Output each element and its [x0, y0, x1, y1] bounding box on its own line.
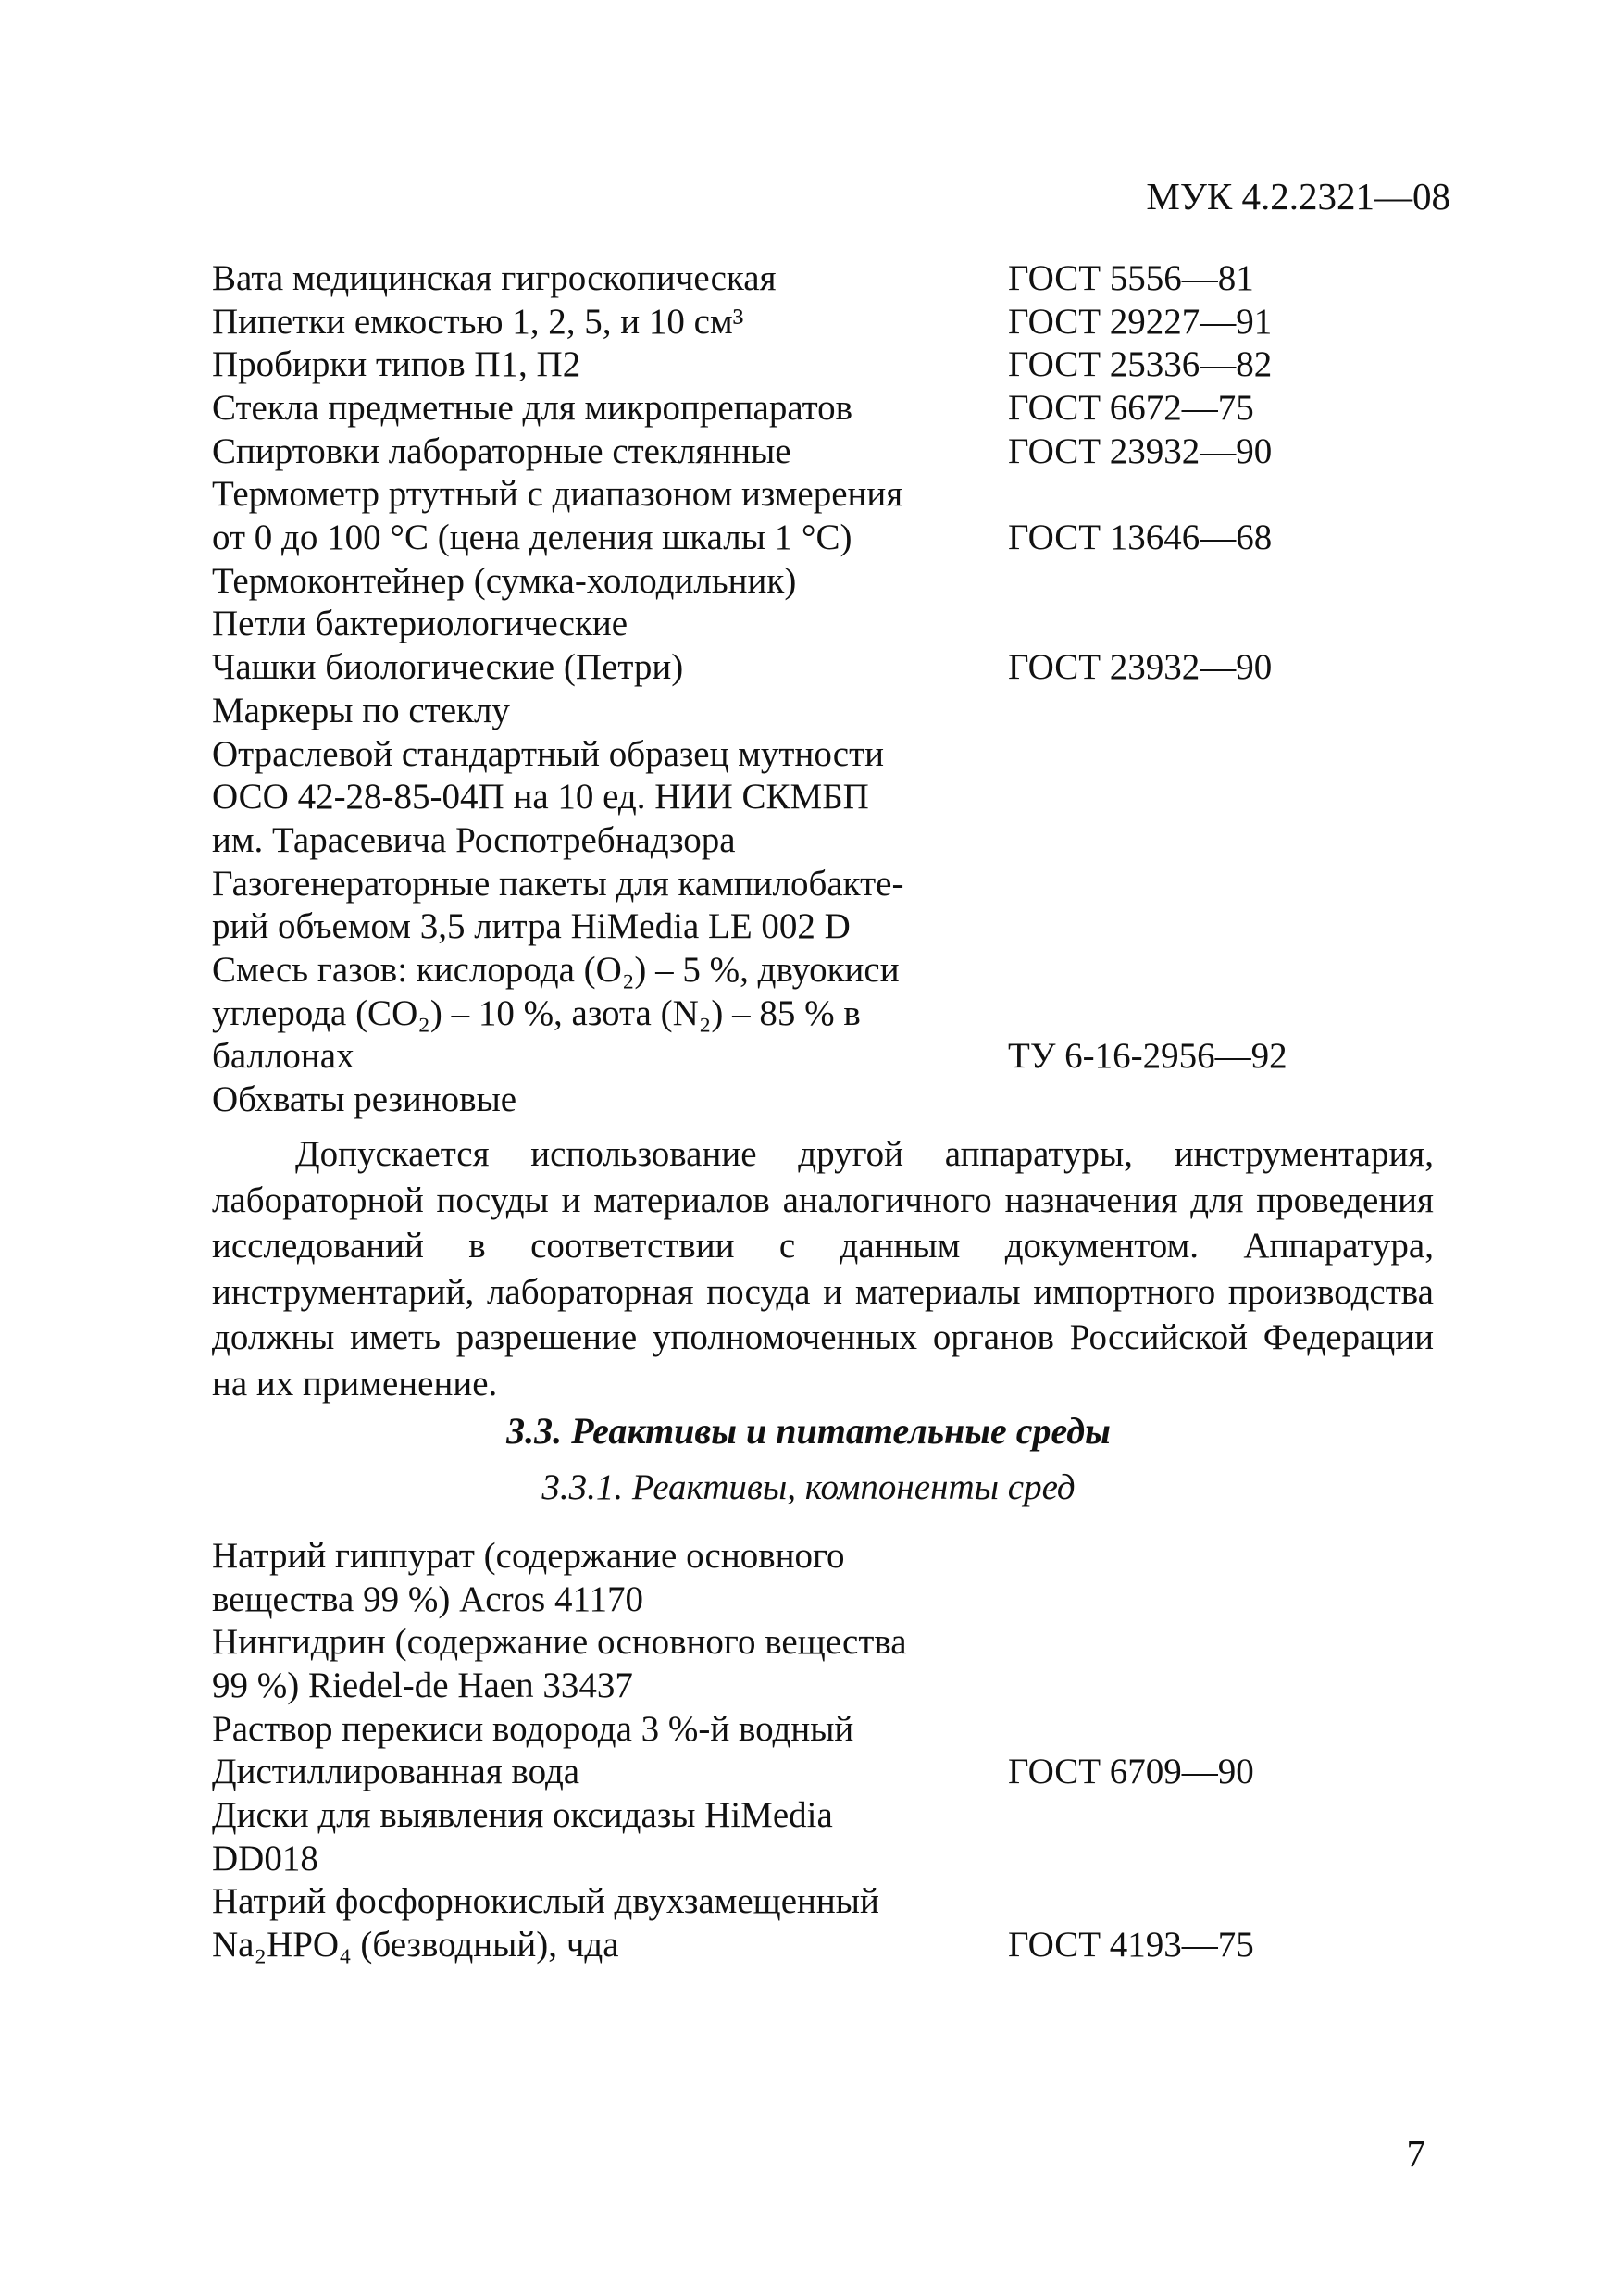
- list-item: [212, 992, 1462, 1036]
- list-item: [212, 387, 1462, 430]
- item-name: им. Тарасевича Роспотребнадзора: [212, 819, 736, 860]
- item-name: Спиртовки лабораторные стеклянные: [212, 430, 791, 471]
- item-name: Натрий гиппурат (содержание основного: [212, 1535, 845, 1576]
- item-standard: ГОСТ 13646—68: [1008, 518, 1273, 558]
- reagents-list: [212, 1535, 1462, 1967]
- list-item: [212, 473, 1462, 517]
- item-standard: ГОСТ 6672—75: [1008, 388, 1254, 429]
- section-heading: 3.3. Реактивы и питательные среды: [506, 1410, 1111, 1452]
- list-item: [212, 1881, 1462, 1925]
- item-name: рий объемом 3,5 литра HiMedia LE 002 D: [212, 906, 851, 947]
- item-name: вещества 99 %) Acros 41170: [212, 1578, 644, 1619]
- list-item: [212, 949, 1462, 992]
- list-item: [212, 646, 1462, 690]
- item-name: 99 %) Riedel-de Haen 33437: [212, 1666, 633, 1706]
- document-id: МУК 4.2.2321—08: [1146, 175, 1450, 218]
- list-item: [212, 1535, 1462, 1578]
- item-standard: ГОСТ 25336—82: [1008, 344, 1273, 385]
- item-name: DD018: [212, 1838, 318, 1878]
- item-name: ОСО 42-28-85-04П на 10 ед. НИИ СКМБП: [212, 777, 869, 817]
- item-name: Газогенераторные пакеты для кампилобакте-: [212, 863, 904, 904]
- list-item: [212, 1079, 1462, 1122]
- item-name: Раствор перекиси водорода 3 %-й водный: [212, 1708, 854, 1749]
- item-name: Диски для выявления оксидазы HiMedia: [212, 1795, 833, 1836]
- item-standard: ТУ 6-16-2956—92: [1008, 1036, 1287, 1077]
- list-item: [212, 604, 1462, 647]
- item-standard: ГОСТ 23932—90: [1008, 430, 1273, 471]
- item-name: Петли бактериологические: [212, 604, 628, 644]
- item-name: Стекла предметные для микропрепаратов: [212, 388, 853, 429]
- item-name: Обхваты резиновые: [212, 1079, 517, 1120]
- item-name: Смесь газов: кислорода (O₂) – 5 %, двуокиси: [212, 949, 900, 990]
- list-item: [212, 257, 1462, 301]
- list-item: [212, 1708, 1462, 1752]
- item-name: Маркеры по стеклу: [212, 690, 510, 730]
- list-item: [212, 1035, 1462, 1079]
- item-name: Чашки биологические (Петри): [212, 647, 684, 688]
- item-name: Термоконтейнер (сумка-холодильник): [212, 560, 797, 601]
- list-item: [212, 1838, 1462, 1881]
- item-name: от 0 до 100 °С (цена деления шкалы 1 °С): [212, 518, 852, 558]
- item-name: Натрий фосфорнокислый двухзамещенный: [212, 1881, 879, 1922]
- item-name: Пробирки типов П1, П2: [212, 344, 581, 385]
- list-item: [212, 1578, 1462, 1622]
- list-item: [212, 1924, 1462, 1967]
- list-item: [212, 733, 1462, 777]
- list-item: [212, 776, 1462, 819]
- item-name: баллонах: [212, 1036, 354, 1077]
- list-item: [212, 343, 1462, 387]
- subsection-heading: 3.3.1. Реактивы, компоненты сред: [541, 1467, 1076, 1507]
- page-number: 7: [1406, 2132, 1425, 2175]
- item-name: Вата медицинская гигроскопическая: [212, 257, 777, 298]
- list-item: [212, 1621, 1462, 1665]
- item-standard: ГОСТ 4193—75: [1008, 1925, 1254, 1965]
- item-standard: ГОСТ 6709—90: [1008, 1752, 1254, 1792]
- list-item: [212, 1751, 1462, 1794]
- item-standard: ГОСТ 29227—91: [1008, 301, 1273, 342]
- item-name: Na₂HPO₄ (безводный), чда: [212, 1925, 619, 1965]
- item-standard: ГОСТ 23932—90: [1008, 647, 1273, 688]
- item-name: Нингидрин (содержание основного вещества: [212, 1622, 907, 1663]
- item-name: Термометр ртутный с диапазоном измерения: [212, 474, 903, 515]
- list-item: [212, 430, 1462, 474]
- list-item: [212, 301, 1462, 344]
- list-item: [212, 1665, 1462, 1708]
- list-item: [212, 863, 1462, 906]
- body-paragraph: Допускается использование другой аппаратуры, инструментария, лабораторной посуды и материалов аналогичного назначения для проведения исследований в соответствии с данным документом. Аппаратура, инструментарий, лабораторная посуда и материалы импортного производства должны иметь разрешение уполномоченных органов Российской Федерации на их применение.: [212, 1134, 1434, 1404]
- item-name: Отраслевой стандартный образец мутности: [212, 733, 885, 774]
- list-item: [212, 905, 1462, 949]
- list-item: [212, 690, 1462, 733]
- list-item: [212, 517, 1462, 560]
- item-name: Дистиллированная вода: [212, 1752, 580, 1792]
- item-name: Пипетки емкостью 1, 2, 5, и 10 см³: [212, 301, 744, 342]
- list-item: [212, 819, 1462, 863]
- list-item: [212, 560, 1462, 604]
- list-item: [212, 1794, 1462, 1838]
- item-standard: ГОСТ 5556—81: [1008, 257, 1254, 298]
- equipment-list: [212, 257, 1462, 1122]
- item-name: углерода (CO₂) – 10 %, азота (N₂) – 85 % в: [212, 992, 861, 1033]
